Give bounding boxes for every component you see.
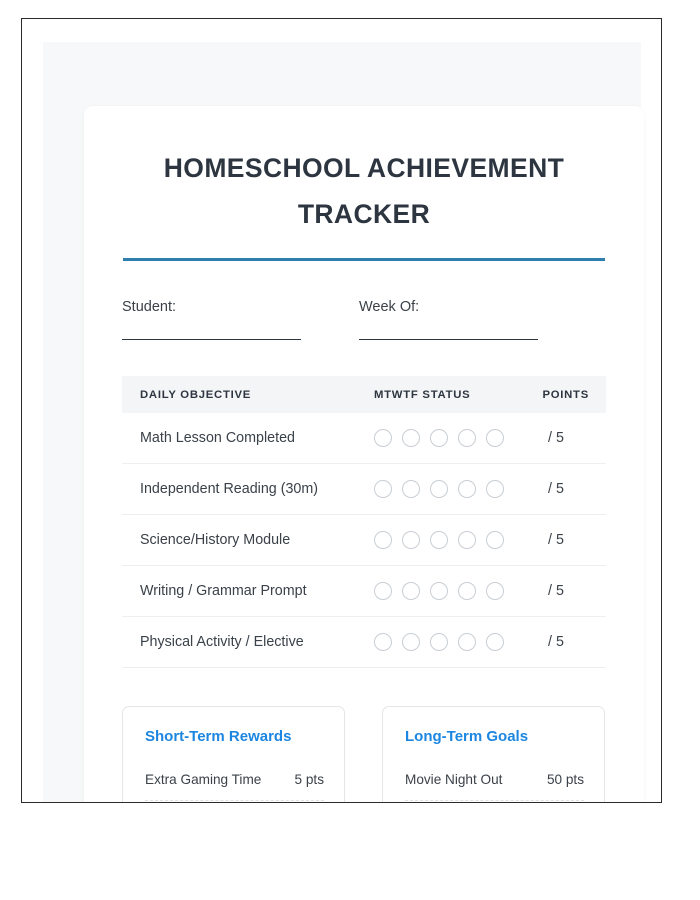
form-fields-row xyxy=(122,299,606,341)
status-circle-checkbox[interactable] xyxy=(458,582,476,600)
status-checkbox-group xyxy=(374,480,540,498)
status-circle-checkbox[interactable] xyxy=(458,531,476,549)
title-divider xyxy=(123,258,605,261)
status-circle-checkbox[interactable] xyxy=(402,429,420,447)
table-row xyxy=(122,515,606,566)
status-checkbox-group xyxy=(374,582,540,600)
objective-label: Writing / Grammar Prompt xyxy=(140,583,307,600)
long-term-goals-card xyxy=(382,706,605,803)
status-circle-checkbox[interactable] xyxy=(430,480,448,498)
reward-item xyxy=(405,772,584,801)
week-of-field-label: Week Of: xyxy=(359,298,420,315)
page-title: HOMESCHOOL ACHIEVEMENT TRACKER xyxy=(163,153,565,229)
objective-label: Independent Reading (30m) xyxy=(140,481,319,498)
status-circle-checkbox[interactable] xyxy=(374,582,392,600)
objective-label: Math Lesson Completed xyxy=(140,430,295,447)
column-header-daily-objective: DAILY OBJECTIVE xyxy=(140,388,252,401)
status-circle-checkbox[interactable] xyxy=(486,480,504,498)
status-checkbox-group xyxy=(374,531,540,549)
status-circle-checkbox[interactable] xyxy=(430,531,448,549)
status-circle-checkbox[interactable] xyxy=(486,633,504,651)
reward-item-points: 50 pts xyxy=(546,772,584,788)
status-circle-checkbox[interactable] xyxy=(374,633,392,651)
status-circle-checkbox[interactable] xyxy=(402,633,420,651)
status-circle-checkbox[interactable] xyxy=(374,531,392,549)
table-row xyxy=(122,464,606,515)
status-circle-checkbox[interactable] xyxy=(402,582,420,600)
reward-item-label: Extra Gaming Time xyxy=(145,772,262,788)
week-of-input-rule[interactable] xyxy=(359,339,538,341)
table-body xyxy=(122,413,606,668)
status-circle-checkbox[interactable] xyxy=(430,633,448,651)
column-header-mtwtf-status: MTWTF STATUS xyxy=(374,388,471,401)
long-term-goals-list xyxy=(405,772,584,801)
status-circle-checkbox[interactable] xyxy=(458,633,476,651)
daily-objectives-table xyxy=(122,376,606,668)
reward-item-label: Movie Night Out xyxy=(405,772,503,788)
status-circle-checkbox[interactable] xyxy=(374,429,392,447)
long-term-goals-title: Long-Term Goals xyxy=(405,728,529,746)
table-row xyxy=(122,413,606,464)
status-circle-checkbox[interactable] xyxy=(458,480,476,498)
status-circle-checkbox[interactable] xyxy=(486,429,504,447)
table-header-row xyxy=(122,376,606,413)
status-circle-checkbox[interactable] xyxy=(486,582,504,600)
status-checkbox-group xyxy=(374,633,540,651)
points-value: / 5 xyxy=(548,532,564,549)
objective-label: Science/History Module xyxy=(140,532,291,549)
status-circle-checkbox[interactable] xyxy=(486,531,504,549)
points-value: / 5 xyxy=(548,634,564,651)
status-circle-checkbox[interactable] xyxy=(430,582,448,600)
objective-label: Physical Activity / Elective xyxy=(140,634,304,651)
column-header-points: POINTS xyxy=(542,388,589,401)
points-value: / 5 xyxy=(548,481,564,498)
short-term-rewards-card xyxy=(122,706,345,803)
status-checkbox-group xyxy=(374,429,540,447)
browser-viewport-frame xyxy=(21,18,662,803)
status-circle-checkbox[interactable] xyxy=(402,531,420,549)
tracker-document-card xyxy=(84,106,644,803)
reward-item-points: 5 pts xyxy=(294,772,324,788)
student-field-group xyxy=(122,299,359,341)
reward-item xyxy=(145,772,324,801)
table-row xyxy=(122,617,606,668)
student-field-label: Student: xyxy=(122,298,177,315)
status-circle-checkbox[interactable] xyxy=(402,480,420,498)
points-value: / 5 xyxy=(548,430,564,447)
short-term-rewards-list xyxy=(145,772,324,801)
short-term-rewards-title: Short-Term Rewards xyxy=(145,728,292,746)
week-of-field-group xyxy=(359,299,596,341)
table-row xyxy=(122,566,606,617)
points-value: / 5 xyxy=(548,583,564,600)
status-circle-checkbox[interactable] xyxy=(458,429,476,447)
status-circle-checkbox[interactable] xyxy=(430,429,448,447)
student-input-rule[interactable] xyxy=(122,339,301,341)
page-backdrop xyxy=(43,42,641,803)
status-circle-checkbox[interactable] xyxy=(374,480,392,498)
rewards-row xyxy=(122,706,606,803)
